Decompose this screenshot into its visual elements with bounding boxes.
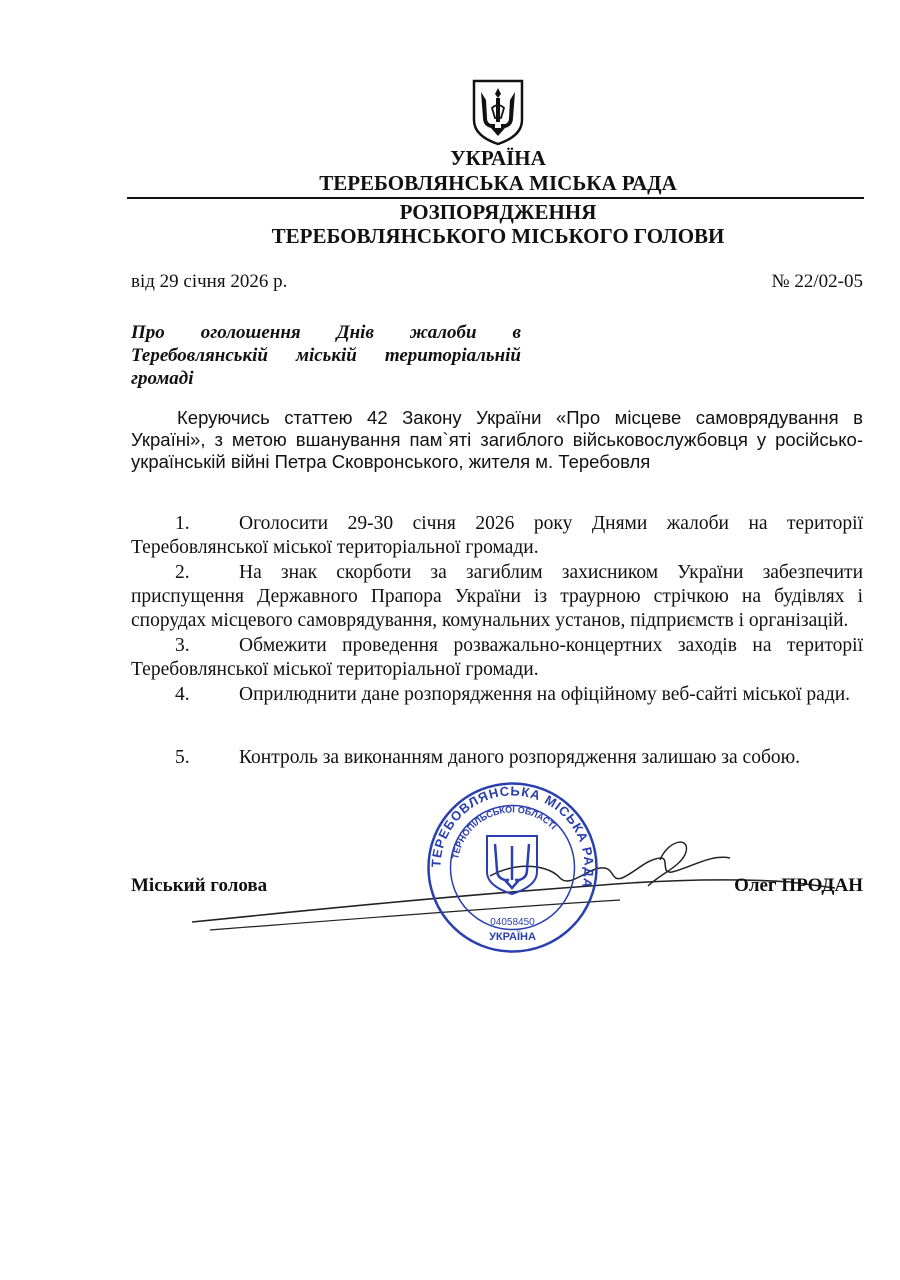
document-date: від 29 січня 2026 р.: [131, 271, 288, 292]
order-item: [131, 634, 863, 682]
order-item-number: 2.: [175, 562, 190, 583]
seal-trident-icon: [487, 836, 537, 894]
order-item: [131, 512, 863, 560]
official-seal: [425, 780, 600, 955]
header-doc-type: РОЗПОРЯДЖЕННЯ: [399, 200, 597, 224]
order-item-text: Оприлюднити дане розпорядження на офіційному веб-сайті міської ради.: [239, 684, 851, 705]
seal-country: УКРАЇНА: [489, 931, 536, 943]
document-number: № 22/02-05: [771, 271, 863, 292]
order-item-number: 4.: [175, 684, 190, 705]
order-item-number: 5.: [175, 747, 190, 768]
document-preamble: Керуючись статтею 42 Закону України «Про місцеве самоврядування в Україні», з метою вшанування пам`яті загиблого військовослужбовця у російсько-українській війні Петра Сковронського, жителя м. Теребовля: [131, 407, 863, 472]
trident-emblem-icon: [471, 78, 525, 146]
order-items: [131, 512, 863, 708]
order-item-number: 1.: [175, 513, 190, 534]
order-item: [131, 683, 863, 707]
header-country: УКРАЇНА: [450, 146, 546, 170]
header-divider: [127, 197, 864, 199]
seal-inner-text: ТЕРНОПІЛЬСЬКОЇ ОБЛАСТІ: [450, 804, 559, 860]
document-subject: Про оголошення Днів жалоби в Теребовлянській міській територіальній громаді: [131, 322, 521, 389]
signatory-name: Олег ПРОДАН: [734, 875, 863, 896]
header-council: ТЕРЕБОВЛЯНСЬКА МІСЬКА РАДА: [319, 171, 677, 195]
order-item: [131, 561, 863, 633]
order-item-text: Контроль за виконанням даного розпорядження залишаю за собою.: [239, 747, 801, 768]
header-issuer: ТЕРЕБОВЛЯНСЬКОГО МІСЬКОГО ГОЛОВИ: [271, 224, 725, 248]
seal-outer-text: ТЕРЕБОВЛЯНСЬКА МІСЬКА РАДА: [428, 783, 597, 891]
order-item-text: Обмежити проведення розважально-концертних заходів на території Теребовлянської міської територіальної громади.: [131, 635, 863, 680]
order-item-text: Оголосити 29-30 січня 2026 року Днями жалоби на території Теребовлянської міської територіальної громади.: [131, 513, 863, 558]
seal-code: 04058450: [490, 917, 535, 928]
signatory-role: Міський голова: [131, 875, 268, 896]
order-item-text: На знак скорботи за загиблим захисником України забезпечити приспущення Державного Прапора України із траурною стрічкою на будівлях і спорудах місцевого самоврядування, комунальних установ, підприємств і організацій.: [131, 562, 863, 631]
order-item-number: 3.: [175, 635, 190, 656]
order-item: [131, 747, 800, 769]
